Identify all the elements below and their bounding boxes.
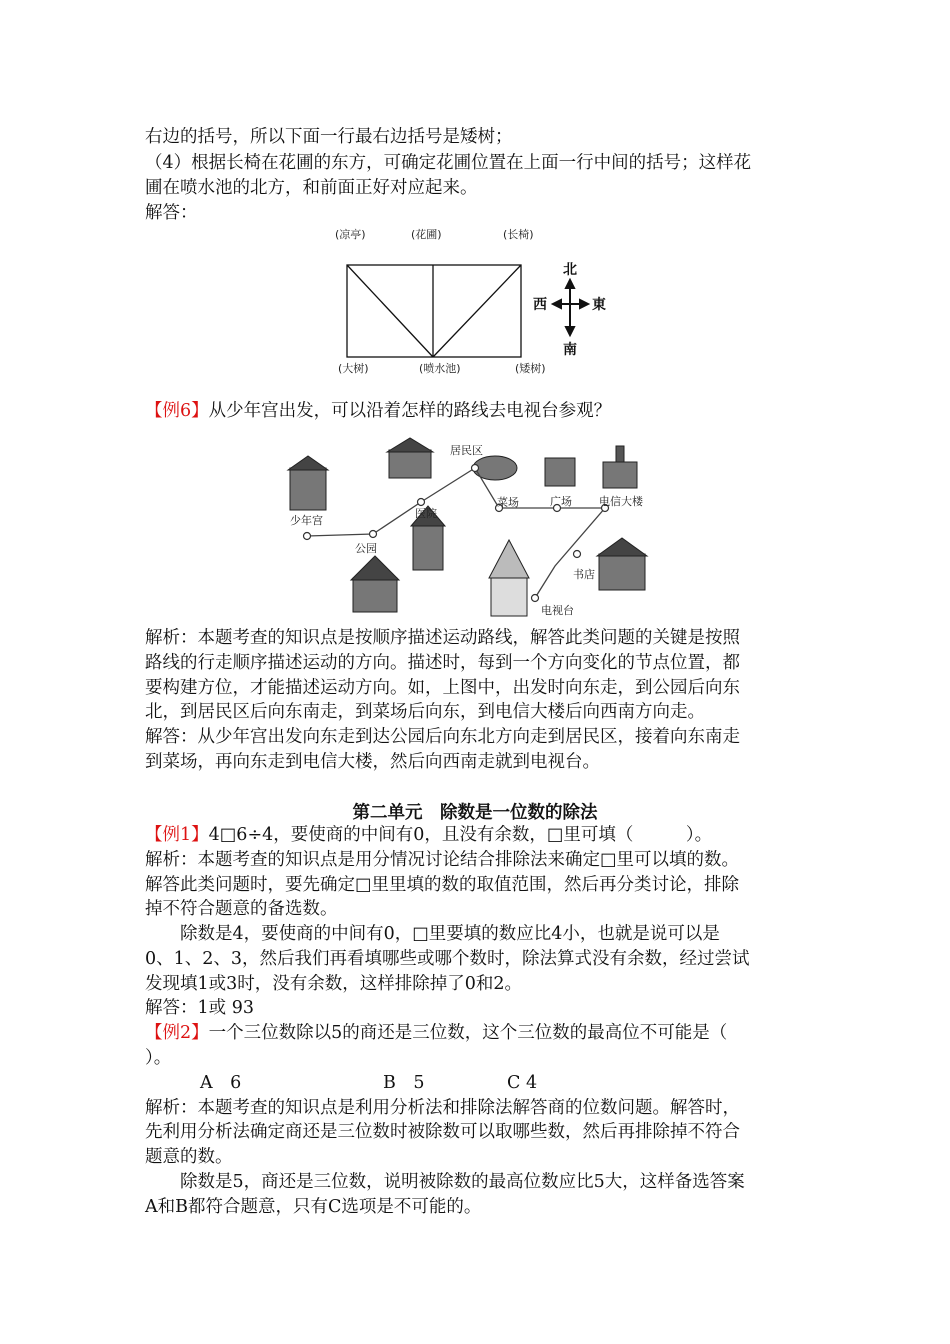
park-building [353,578,397,612]
text-line: 先利用分析法确定商还是三位数时被除数可以取哪些数，然后再排除掉不符合 [145,1122,740,1142]
example-6-question [145,399,611,423]
section-title: 第二单元 除数是一位数的除法 [352,803,598,823]
tv-station-building [491,576,527,616]
text-line: 解析：本题考查的知识点是按顺序描述运动路线，解答此类问题的关键是按照 [145,628,740,648]
node-residential [472,465,479,472]
compass-south: 南 [563,342,577,358]
text-line: A和B都符合题意，只有C选项是不可能的。 [145,1197,482,1217]
option-b: B 5 [383,1073,425,1093]
square-building [545,458,575,486]
text-line: 到菜场，再向东走到电信大楼，然后向西南走就到电视台。 [145,752,600,772]
map-label-park: 公园 [355,542,377,555]
text-line: 解析：本题考查的知识点是用分情况讨论结合排除法来确定□里可以填的数。 [145,850,740,870]
label-short-tree: (矮树) [515,362,546,375]
hospital-building [413,524,443,570]
node-bookstore [574,551,581,558]
residential-building [389,450,431,478]
text-line: 圃在喷水池的北方，和前面正好对应起来。 [145,178,478,198]
text-line: 右边的括号，所以下面一行最右边括号是矮树； [145,127,513,147]
example-tag: 【例2】 [145,1023,209,1043]
node-hospital [418,499,425,506]
youth-palace-building [290,468,326,510]
option-c: C 4 [507,1073,538,1093]
map-label-bookstore: 书店 [573,568,595,581]
text-line: 解答：从少年宫出发向东走到达公园后向东北方向走到居民区，接着向东南走 [145,727,740,747]
label-fountain: (喷水池) [419,362,461,375]
map-label-square: 广场 [550,495,572,508]
map-label-tv-station: 电视台 [541,604,574,617]
text-line: 除数是5，商还是三位数，说明被除数的最高位数应比5大，这样备选答案 [145,1172,745,1192]
example-1-question [145,823,712,847]
question-text: 4□6÷4，要使商的中间有0，且没有余数，□里可填（ ）。 [208,825,713,845]
text-line: 0、1、2、3，然后我们再看填哪些或哪个数时，除法算式没有余数，经过尝试 [145,949,750,969]
compass-north: 北 [563,262,577,278]
label-flowerbed: (花圃) [411,228,442,241]
map-label-telecom: 电信大楼 [599,495,643,508]
map-label-residential: 居民区 [450,444,483,457]
text-line: 解答此类问题时，要先确定□里里填的数的取值范围，然后再分类讨论，排除 [145,875,740,895]
text-line: 解答： [145,203,198,223]
label-pavilion: (凉亭) [335,228,366,241]
node-park [370,531,377,538]
text-line: 要构建方位，才能描述运动方向。如，上图中，出发时向东走，到公园后向东 [145,678,740,698]
text-line: 掉不符合题意的备选数。 [145,899,338,919]
question-text: 一个三位数除以5的商还是三位数，这个三位数的最高位不可能是（ [208,1023,728,1043]
route-map [285,428,665,620]
question-text: 从少年宫出发，可以沿着怎样的路线去电视台参观？ [208,401,612,421]
option-a: A 6 [200,1073,242,1093]
text-line: 题意的数。 [145,1147,233,1167]
label-big-tree: (大树) [338,362,369,375]
telecom-building [603,462,637,488]
example-tag: 【例1】 [145,825,209,845]
example-tag: 【例6】 [145,401,209,421]
compass-west: 西 [533,297,547,313]
example-2-question [145,1021,727,1045]
text-line: ）。 [145,1048,172,1068]
map-label-market: 菜场 [497,496,519,509]
answer-line: 解答：1或 93 [145,998,254,1018]
map-label-youth-palace: 少年宫 [290,514,323,527]
node-youth-palace [304,533,311,540]
node-tv-station [532,595,539,602]
garden-layout-diagram [320,220,630,385]
text-line: 路线的行走顺序描述运动的方向。描述时，每到一个方向变化的节点位置，都 [145,653,740,673]
text-line: 解析：本题考查的知识点是利用分析法和排除法解答商的位数问题。解答时， [145,1098,740,1118]
text-line: 北，到居民区后向东南走，到菜场后向东，到电信大楼后向西南方向走。 [145,702,705,722]
text-line: 除数是4，要使商的中间有0，□里要填的数应比4小，也就是说可以是 [145,924,720,944]
map-label-hospital: 医院 [415,507,437,520]
label-bench: (长椅) [503,228,534,241]
text-line: （4）根据长椅在花圃的东方，可确定花圃位置在上面一行中间的括号；这样花 [145,153,752,173]
bookstore-building [599,554,645,590]
text-line: 发现填1或3时，没有余数，这样排除掉了0和2。 [145,974,523,994]
compass-east: 東 [592,297,606,313]
